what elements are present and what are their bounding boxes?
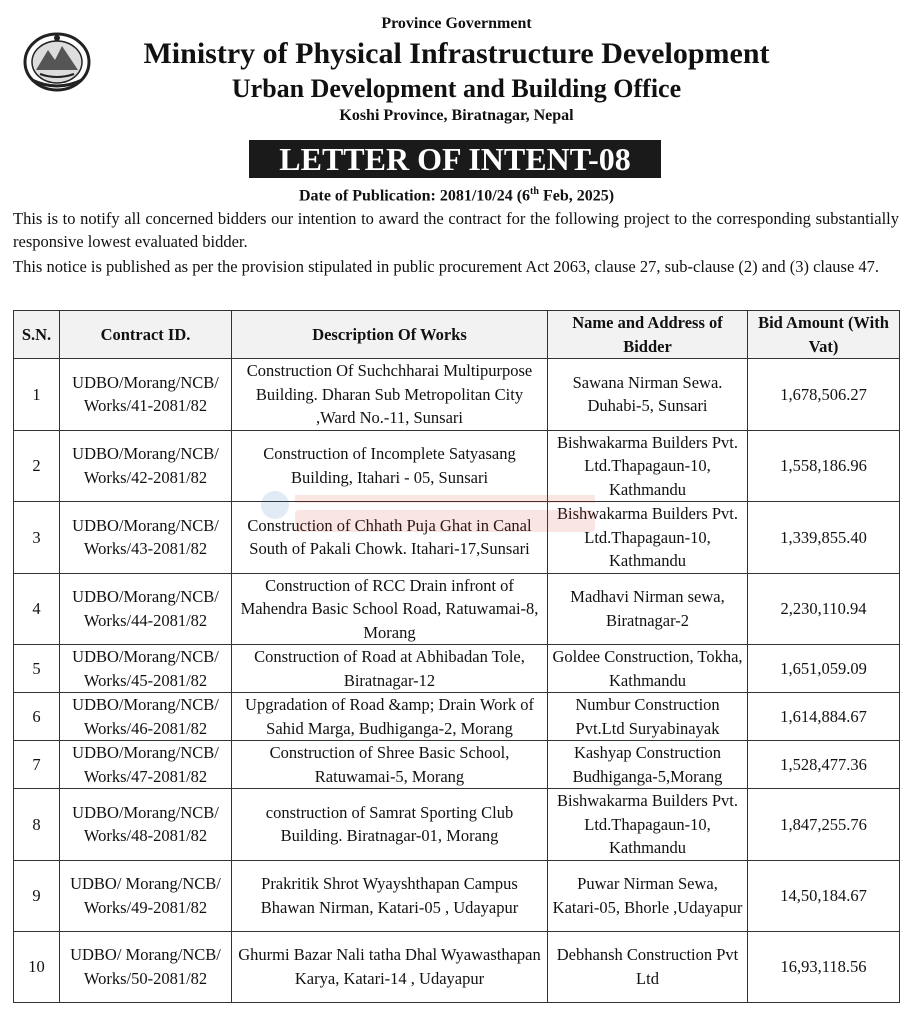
table-row: [14, 693, 900, 741]
cell-contract-id: UDBO/ Morang/NCB/ Works/49-2081/82: [60, 860, 232, 931]
cell-amount: 1,339,855.40: [748, 502, 900, 574]
cell-description: Construction Of Suchchharai Multipurpose Building. Dharan Sub Metropolitan City ,Ward No.-11, Sunsari: [232, 359, 548, 431]
cell-contract-id: UDBO/Morang/NCB/ Works/45-2081/82: [60, 645, 232, 693]
cell-contract-id: UDBO/Morang/NCB/ Works/44-2081/82: [60, 573, 232, 645]
cell-amount: 1,614,884.67: [748, 693, 900, 741]
cell-bidder: Puwar Nirman Sewa, Katari-05, Bhorle ,Udayapur: [548, 860, 748, 931]
cell-amount: 2,230,110.94: [748, 573, 900, 645]
cell-description: Construction of Incomplete Satyasang Building, Itahari - 05, Sunsari: [232, 430, 548, 502]
cell-amount: 1,558,186.96: [748, 430, 900, 502]
cell-bidder: Numbur Construction Pvt.Ltd Suryabinayak: [548, 693, 748, 741]
office-heading: Urban Development and Building Office: [231, 74, 682, 103]
table-row: [14, 645, 900, 693]
cell-sn: 2: [14, 430, 60, 502]
letter-title: LETTER OF INTENT-08: [249, 140, 661, 178]
header-sn: S.N.: [14, 311, 60, 359]
table-header-row: [14, 311, 900, 359]
table-row: [14, 430, 900, 502]
cell-description: Ghurmi Bazar Nali tatha Dhal Wyawasthapan Karya, Katari-14 , Udayapur: [232, 931, 548, 1002]
cell-bidder: Kashyap Construction Budhiganga-5,Morang: [548, 741, 748, 789]
cell-sn: 3: [14, 502, 60, 574]
table-row: [14, 931, 900, 1002]
location-heading: Koshi Province, Biratnagar, Nepal: [339, 107, 574, 124]
contracts-table: [13, 310, 900, 1003]
cell-sn: 10: [14, 931, 60, 1002]
header-contract-id: Contract ID.: [60, 311, 232, 359]
table-row: [14, 860, 900, 931]
cell-contract-id: UDBO/Morang/NCB/ Works/48-2081/82: [60, 789, 232, 861]
cell-bidder: Goldee Construction, Tokha, Kathmandu: [548, 645, 748, 693]
cell-amount: 1,847,255.76: [748, 789, 900, 861]
cell-description: Construction of Chhath Puja Ghat in Canal South of Pakali Chowk. Itahari-17,Sunsari: [232, 502, 548, 574]
header-bidder: Name and Address of Bidder: [548, 311, 748, 359]
table-row: [14, 502, 900, 574]
cell-contract-id: UDBO/Morang/NCB/ Works/42-2081/82: [60, 430, 232, 502]
cell-description: Prakritik Shrot Wyayshthapan Campus Bhawan Nirman, Katari-05 , Udayapur: [232, 860, 548, 931]
cell-bidder: Sawana Nirman Sewa. Duhabi-5, Sunsari: [548, 359, 748, 431]
cell-description: Construction of Road at Abhibadan Tole, Biratnagar-12: [232, 645, 548, 693]
cell-bidder: Bishwakarma Builders Pvt. Ltd.Thapagaun-10, Kathmandu: [548, 430, 748, 502]
cell-sn: 4: [14, 573, 60, 645]
table-row: [14, 789, 900, 861]
notice-paragraph-2: This notice is published as per the provision stipulated in public procurement Act 2063, clause 27, sub-clause (2) and (3) clause 47.: [13, 257, 880, 276]
cell-description: Upgradation of Road &amp; Drain Work of Sahid Marga, Budhiganga-2, Morang: [232, 693, 548, 741]
cell-contract-id: UDBO/Morang/NCB/ Works/46-2081/82: [60, 693, 232, 741]
cell-sn: 5: [14, 645, 60, 693]
header-description: Description Of Works: [232, 311, 548, 359]
table-row: [14, 359, 900, 431]
cell-description: construction of Samrat Sporting Club Building. Biratnagar-01, Morang: [232, 789, 548, 861]
cell-amount: 16,93,118.56: [748, 931, 900, 1002]
cell-description: Construction of RCC Drain infront of Mahendra Basic School Road, Ratuwamai-8, Morang: [232, 573, 548, 645]
cell-bidder: Debhansh Construction Pvt Ltd: [548, 931, 748, 1002]
header-bid-amount: Bid Amount (With Vat): [748, 311, 900, 359]
cell-amount: 1,651,059.09: [748, 645, 900, 693]
cell-sn: 8: [14, 789, 60, 861]
cell-contract-id: UDBO/Morang/NCB/ Works/41-2081/82: [60, 359, 232, 431]
cell-contract-id: UDBO/ Morang/NCB/ Works/50-2081/82: [60, 931, 232, 1002]
cell-contract-id: UDBO/Morang/NCB/ Works/43-2081/82: [60, 502, 232, 574]
ministry-heading: Ministry of Physical Infrastructure Development: [143, 37, 770, 70]
cell-bidder: Bishwakarma Builders Pvt. Ltd.Thapagaun-10, Kathmandu: [548, 789, 748, 861]
cell-sn: 7: [14, 741, 60, 789]
cell-amount: 14,50,184.67: [748, 860, 900, 931]
cell-bidder: Madhavi Nirman sewa, Biratnagar-2: [548, 573, 748, 645]
table-row: [14, 573, 900, 645]
table-row: [14, 741, 900, 789]
province-heading: Province Government: [381, 15, 532, 32]
cell-description: Construction of Shree Basic School, Ratuwamai-5, Morang: [232, 741, 548, 789]
cell-sn: 6: [14, 693, 60, 741]
cell-sn: 1: [14, 359, 60, 431]
cell-sn: 9: [14, 860, 60, 931]
publication-date: Date of Publication: 2081/10/24 (6th Feb, 2025): [298, 186, 615, 205]
cell-amount: 1,528,477.36: [748, 741, 900, 789]
notice-paragraph-1: This is to notify all concerned bidders our intention to award the contract for the following project to the corresponding substantially responsive lowest evaluated bidder.: [13, 209, 899, 251]
cell-amount: 1,678,506.27: [748, 359, 900, 431]
cell-contract-id: UDBO/Morang/NCB/ Works/47-2081/82: [60, 741, 232, 789]
cell-bidder: Bishwakarma Builders Pvt. Ltd.Thapagaun-10, Kathmandu: [548, 502, 748, 574]
